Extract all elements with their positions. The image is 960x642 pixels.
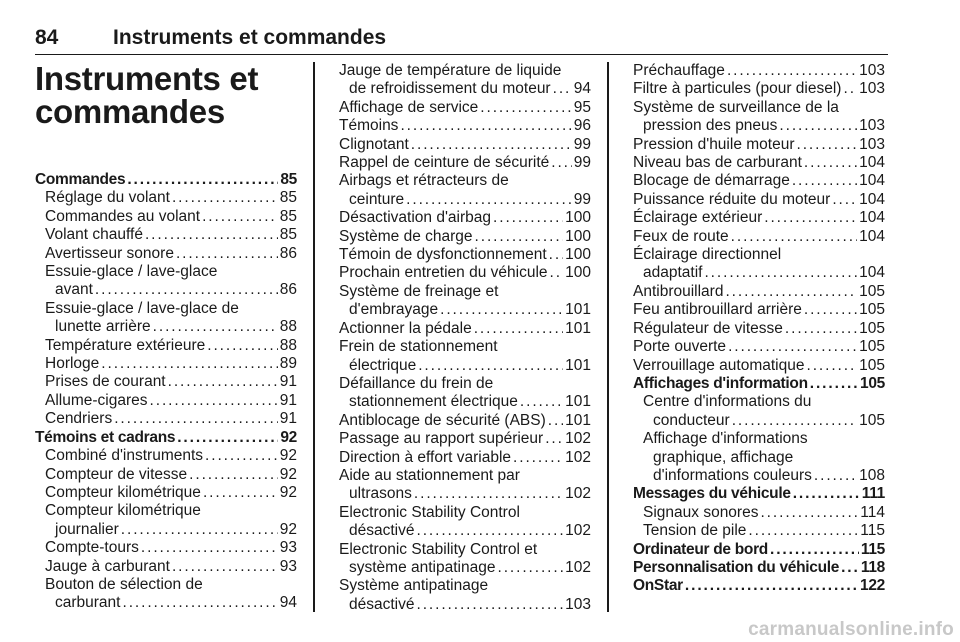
page-header — [35, 26, 888, 55]
toc-entry-title: Feu antibrouillard arrière — [633, 301, 802, 319]
toc-entry-title-start: Aide au stationnement par — [339, 466, 520, 484]
dot-leader — [545, 430, 563, 448]
toc-entry-page: 115 — [860, 540, 885, 558]
toc-entry-title: Compteur kilométrique — [45, 483, 201, 501]
dot-leader — [114, 410, 278, 428]
dot-leader — [549, 246, 563, 264]
toc-entry[interactable] — [633, 338, 885, 356]
dot-leader — [406, 191, 572, 209]
toc-entry-page: 103 — [859, 117, 885, 135]
toc-entry[interactable] — [339, 246, 591, 264]
toc-entry-page: 92 — [279, 447, 297, 465]
dot-leader — [189, 466, 278, 484]
dot-leader — [760, 504, 858, 522]
toc-entry[interactable] — [35, 484, 297, 502]
toc-entry-title: Désactivation d'airbag — [339, 209, 492, 227]
dot-leader — [513, 449, 563, 467]
toc-entry-page: 100 — [565, 246, 591, 264]
dot-leader — [792, 172, 857, 190]
dot-leader — [843, 80, 857, 98]
toc-entry[interactable] — [633, 246, 885, 283]
toc-entry-title: Messages du véhicule — [633, 485, 791, 503]
dot-leader — [95, 281, 278, 299]
toc-entry-title: d'informations couleurs — [653, 466, 812, 484]
toc-entry[interactable] — [35, 171, 297, 189]
dot-leader — [414, 485, 563, 503]
toc-entry-page: 88 — [279, 318, 297, 336]
toc-entry-page: 95 — [573, 98, 591, 116]
toc-entry[interactable] — [633, 99, 885, 136]
toc-entry-title: Compteur de vitesse — [45, 465, 188, 483]
column-divider — [313, 62, 315, 612]
toc-entry[interactable] — [35, 226, 297, 244]
toc-entry-title: Antibrouillard — [633, 282, 724, 300]
toc-entry-title: Témoin de dysfonctionnement — [339, 246, 547, 264]
toc-entry[interactable] — [35, 263, 297, 300]
toc-entry-title: système antipatinage — [349, 558, 496, 576]
toc-entry-title: lunette arrière — [55, 318, 151, 336]
toc-entry-title: Affichage de service — [339, 98, 479, 116]
toc-entry[interactable] — [339, 228, 591, 246]
toc-entry[interactable] — [339, 283, 591, 320]
dot-leader — [550, 264, 564, 282]
toc-entry-page: 101 — [565, 356, 591, 374]
toc-entry-title: Volant chauffé — [45, 226, 143, 244]
toc-entry-title: Commandes — [35, 171, 126, 188]
toc-entry-page: 105 — [859, 282, 885, 300]
toc-entry-page: 100 — [565, 227, 591, 245]
toc-entry[interactable] — [35, 337, 297, 355]
dot-leader — [770, 541, 859, 559]
dot-leader — [168, 373, 278, 391]
toc-entry-page: 86 — [279, 244, 297, 262]
dot-leader — [418, 357, 563, 375]
toc-entry-page: 100 — [565, 264, 591, 282]
toc-entry[interactable] — [35, 558, 297, 576]
toc-entry[interactable] — [339, 577, 591, 614]
toc-entry[interactable] — [35, 539, 297, 557]
dot-leader — [814, 467, 857, 485]
toc-entry-title: Témoins et cadrans — [35, 428, 176, 446]
toc-entry-title: journalier — [55, 520, 119, 538]
toc-entry-title: Niveau bas de carburant — [633, 154, 802, 172]
dot-leader — [177, 429, 278, 447]
toc-entry[interactable] — [633, 320, 885, 338]
dot-leader — [732, 412, 857, 430]
toc-entry[interactable] — [339, 338, 591, 375]
toc-entry-title-start: Défaillance du frein de — [339, 374, 494, 392]
toc-entry[interactable] — [633, 154, 885, 172]
toc-entry-page: 105 — [859, 338, 885, 356]
toc-entry-page: 85 — [279, 207, 297, 225]
dot-leader — [153, 318, 278, 336]
toc-entry-title: Filtre à particules (pour diesel) — [633, 80, 842, 98]
toc-entry-title: Passage au rapport supérieur — [339, 430, 544, 448]
toc-entry[interactable] — [339, 430, 591, 448]
toc-entry-page: 85 — [280, 171, 297, 188]
toc-entry-title-start: Système de surveillance de la — [633, 98, 839, 116]
toc-entry-title: Antiblocage de sécurité (ABS) — [339, 411, 546, 429]
toc-entry[interactable] — [339, 449, 591, 467]
toc-entry-page: 104 — [859, 209, 885, 227]
toc-entry-page: 104 — [859, 264, 885, 282]
dot-leader — [553, 80, 572, 98]
toc-entry-page: 111 — [861, 485, 885, 503]
toc-entry[interactable] — [35, 300, 297, 337]
dot-leader — [727, 62, 857, 80]
toc-entry-page: 94 — [573, 80, 591, 98]
toc-entry[interactable] — [633, 283, 885, 301]
dot-leader — [728, 338, 857, 356]
toc-entry-title: Éclairage extérieur — [633, 209, 763, 227]
toc-entry[interactable] — [633, 228, 885, 246]
running-head: Instruments et commandes — [113, 26, 387, 49]
toc-entry[interactable] — [35, 245, 297, 263]
toc-entry-page: 104 — [859, 154, 885, 172]
toc-entry-title: désactivé — [349, 595, 415, 613]
toc-entry-page: 101 — [565, 319, 591, 337]
toc-entry[interactable] — [339, 504, 591, 541]
toc-entry-page: 105 — [859, 356, 885, 374]
dot-leader — [841, 559, 859, 577]
dot-leader — [804, 154, 857, 172]
toc-entry-page: 104 — [859, 190, 885, 208]
toc-entry-page: 105 — [859, 319, 885, 337]
dot-leader — [793, 485, 860, 503]
toc-entry-title: Système de charge — [339, 227, 473, 245]
toc-entry-page: 101 — [565, 301, 591, 319]
dot-leader — [172, 189, 278, 207]
toc-entry[interactable] — [339, 117, 591, 135]
dot-leader — [785, 320, 857, 338]
dot-leader — [779, 117, 857, 135]
toc-entry-title: Commandes au volant — [45, 207, 201, 225]
toc-entry-title: Signaux sonores — [643, 503, 759, 521]
column-divider — [607, 62, 609, 612]
toc-entry[interactable] — [35, 189, 297, 207]
toc-entry-title-start: Bouton de sélection de — [45, 575, 203, 593]
toc-entry[interactable] — [633, 430, 885, 485]
toc-entry[interactable] — [339, 375, 591, 412]
toc-entry[interactable] — [633, 485, 885, 503]
toc-entry-title: Tension de pile — [643, 522, 747, 540]
toc-entry-page: 91 — [279, 391, 297, 409]
toc-entry-title: Ordinateur de bord — [633, 540, 768, 558]
dot-leader — [203, 484, 278, 502]
toc-entry-title-start: Éclairage directionnel — [633, 246, 782, 264]
toc-entry-page: 92 — [279, 520, 297, 538]
toc-entry[interactable] — [35, 502, 297, 539]
toc-entry-page: 99 — [573, 154, 591, 172]
dot-leader — [551, 154, 572, 172]
toc-entry-page: 105 — [859, 301, 885, 319]
toc-entry-title: Blocage de démarrage — [633, 172, 790, 190]
toc-entry-title: pression des pneus — [643, 117, 778, 135]
toc-entry-page: 102 — [565, 448, 591, 466]
toc-entry-page: 85 — [279, 226, 297, 244]
toc-entry-page: 103 — [859, 135, 885, 153]
toc-entry[interactable] — [35, 355, 297, 373]
dot-leader — [493, 209, 563, 227]
toc-entry-title: Cendriers — [45, 410, 113, 428]
toc-entry-page: 103 — [859, 80, 885, 98]
toc-entry-title: Rappel de ceinture de sécurité — [339, 154, 550, 172]
toc-entry-title: de refroidissement du moteur — [349, 80, 551, 98]
toc-entry-title: Clignotant — [339, 135, 409, 153]
toc-entry[interactable] — [339, 99, 591, 117]
watermark: carmanualsonline.info — [748, 619, 954, 640]
toc-entry[interactable] — [339, 154, 591, 172]
toc-entry-page: 88 — [279, 336, 297, 354]
toc-entry-title: Personnalisation du véhicule — [633, 558, 840, 576]
toc-entry[interactable] — [633, 209, 885, 227]
toc-entry-title: ceinture — [349, 190, 405, 208]
dot-leader — [548, 412, 563, 430]
dot-leader — [101, 355, 277, 373]
dot-leader — [685, 577, 858, 595]
dot-leader — [520, 393, 563, 411]
toc-entry[interactable] — [339, 412, 591, 430]
toc-entry-page: 94 — [279, 594, 297, 612]
toc-entry[interactable] — [633, 393, 885, 430]
toc-entry-title: Allume-cigares — [45, 391, 148, 409]
toc-entry[interactable] — [633, 62, 885, 80]
toc-entry[interactable] — [35, 447, 297, 465]
toc-entry[interactable] — [35, 576, 297, 613]
toc-entry-title-start: Frein de stationnement — [339, 338, 498, 356]
toc-entry-page: 99 — [573, 190, 591, 208]
toc-entry[interactable] — [633, 136, 885, 154]
toc-entry-title-start: Système antipatinage — [339, 577, 489, 595]
toc-entry[interactable] — [339, 209, 591, 227]
toc-entry[interactable] — [633, 541, 885, 559]
toc-entry-title: Avertisseur sonore — [45, 244, 174, 262]
toc-entry-title: Actionner la pédale — [339, 319, 472, 337]
toc-entry[interactable] — [633, 504, 885, 522]
toc-entry[interactable] — [339, 264, 591, 282]
dot-leader — [176, 245, 278, 263]
toc-entry-title-start: Affichage d'informations — [643, 430, 808, 448]
toc-entry-title-start: Airbags et rétracteurs de — [339, 172, 509, 190]
toc-entry-title: Horloge — [45, 355, 100, 373]
toc-entry[interactable] — [633, 375, 885, 393]
dot-leader — [480, 99, 571, 117]
dot-leader — [205, 447, 278, 465]
toc-entry[interactable] — [633, 191, 885, 209]
dot-leader — [725, 283, 857, 301]
toc-entry[interactable] — [35, 373, 297, 391]
toc-entry-title: Témoins — [339, 117, 399, 135]
toc-column-1 — [35, 171, 297, 613]
toc-entry-title: Feux de route — [633, 227, 729, 245]
toc-entry-page: 86 — [279, 281, 297, 299]
toc-entry[interactable] — [633, 301, 885, 319]
dot-leader — [207, 337, 278, 355]
toc-entry-title-start: Essuie-glace / lave-glace de — [45, 299, 239, 317]
toc-entry[interactable] — [35, 410, 297, 428]
toc-entry-page: 122 — [860, 577, 885, 595]
toc-entry-page: 99 — [573, 135, 591, 153]
toc-entry-title-start: Centre d'informations du — [643, 393, 812, 411]
toc-entry-title: avant — [55, 281, 93, 299]
toc-entry-title: Régulateur de vitesse — [633, 319, 783, 337]
toc-entry[interactable] — [35, 392, 297, 410]
toc-entry-title: Porte ouverte — [633, 338, 727, 356]
toc-entry[interactable] — [633, 522, 885, 540]
toc-entry-title: Puissance réduite du moteur — [633, 190, 831, 208]
toc-entry-page: 100 — [565, 209, 591, 227]
toc-entry-page: 96 — [573, 117, 591, 135]
toc-entry-title: Verrouillage automatique — [633, 356, 805, 374]
dot-leader — [475, 228, 564, 246]
dot-leader — [810, 375, 858, 393]
dot-leader — [411, 136, 572, 154]
toc-entry-title: Prises de courant — [45, 373, 166, 391]
dot-leader — [141, 539, 278, 557]
toc-entry[interactable] — [633, 172, 885, 190]
toc-entry-title: OnStar — [633, 577, 683, 595]
toc-entry-page: 104 — [859, 227, 885, 245]
toc-entry-page: 85 — [279, 189, 297, 207]
dot-leader — [764, 209, 857, 227]
toc-entry-page: 115 — [860, 522, 885, 540]
toc-entry-page: 105 — [859, 411, 885, 429]
toc-entry-title: d'embrayage — [349, 301, 439, 319]
toc-entry-title: Préchauffage — [633, 62, 725, 79]
page-number: 84 — [35, 26, 59, 49]
toc-entry-page: 118 — [860, 558, 885, 576]
dot-leader — [497, 559, 563, 577]
chapter-title: Instruments et commandes — [35, 60, 259, 130]
toc-entry-title: Compte-tours — [45, 539, 139, 557]
toc-entry[interactable] — [633, 80, 885, 98]
dot-leader — [127, 171, 278, 189]
toc-entry-page: 101 — [565, 393, 591, 411]
toc-entry-title-start: graphique, affichage — [653, 448, 794, 466]
toc-entry[interactable] — [339, 541, 591, 578]
toc-entry[interactable] — [339, 467, 591, 504]
dot-leader — [704, 264, 857, 282]
dot-leader — [804, 301, 857, 319]
toc-entry-title-start: Essuie-glace / lave-glace — [45, 263, 218, 281]
toc-entry[interactable] — [35, 466, 297, 484]
toc-entry-title: Réglage du volant — [45, 189, 170, 207]
toc-entry-page: 104 — [859, 172, 885, 190]
toc-entry-page: 105 — [860, 374, 885, 392]
toc-entry-title-start: Système de freinage et — [339, 282, 499, 300]
toc-entry-title-start: Jauge de température de liquide — [339, 62, 562, 79]
dot-leader — [731, 228, 857, 246]
toc-entry-title: carburant — [55, 594, 121, 612]
toc-entry-page: 103 — [565, 595, 591, 613]
toc-entry[interactable] — [633, 357, 885, 375]
dot-leader — [440, 301, 563, 319]
toc-entry-title: Combiné d'instruments — [45, 447, 204, 465]
toc-entry-page: 91 — [279, 410, 297, 428]
toc-entry-title: désactivé — [349, 522, 415, 540]
toc-entry-page: 93 — [279, 557, 297, 575]
toc-entry[interactable] — [339, 62, 591, 99]
dot-leader — [121, 521, 278, 539]
dot-leader — [806, 357, 857, 375]
toc-entry-page: 89 — [279, 355, 297, 373]
toc-entry-title-start: Electronic Stability Control et — [339, 540, 538, 558]
toc-entry-page: 114 — [860, 503, 885, 521]
toc-entry-title: Affichages d'information — [633, 374, 808, 392]
dot-leader — [400, 117, 571, 135]
toc-entry-title: Jauge à carburant — [45, 557, 170, 575]
toc-entry-page: 92 — [280, 428, 297, 446]
toc-entry[interactable] — [339, 136, 591, 154]
toc-entry-page: 93 — [279, 539, 297, 557]
toc-entry-title: Pression d'huile moteur — [633, 135, 795, 153]
dot-leader — [150, 392, 278, 410]
toc-entry[interactable] — [35, 429, 297, 447]
toc-column-2 — [339, 62, 591, 614]
toc-entry-page: 102 — [565, 430, 591, 448]
toc-entry-title: stationnement électrique — [349, 393, 518, 411]
toc-entry-title: Prochain entretien du véhicule — [339, 264, 548, 282]
toc-entry-page: 92 — [279, 465, 297, 483]
toc-entry-title: Température extérieure — [45, 336, 206, 354]
dot-leader — [474, 320, 563, 338]
toc-entry[interactable] — [339, 320, 591, 338]
toc-entry[interactable] — [35, 208, 297, 226]
dot-leader — [202, 208, 278, 226]
toc-entry[interactable] — [633, 559, 885, 577]
toc-entry-title-start: Electronic Stability Control — [339, 503, 520, 521]
toc-entry-page: 92 — [279, 483, 297, 501]
toc-entry-page: 102 — [565, 558, 591, 576]
toc-entry-page: 102 — [565, 485, 591, 503]
dot-leader — [145, 226, 278, 244]
dot-leader — [172, 558, 278, 576]
toc-entry[interactable] — [633, 577, 885, 595]
toc-entry-page: 101 — [565, 411, 591, 429]
toc-entry-title: Direction à effort variable — [339, 448, 512, 466]
dot-leader — [797, 136, 858, 154]
toc-entry-title: ultrasons — [349, 485, 412, 503]
dot-leader — [748, 522, 858, 540]
toc-entry-page: 103 — [859, 62, 885, 79]
toc-entry-title: électrique — [349, 356, 417, 374]
dot-leader — [832, 191, 857, 209]
toc-column-3 — [633, 62, 885, 596]
toc-entry-page: 108 — [859, 466, 885, 484]
toc-entry-page: 102 — [565, 522, 591, 540]
toc-entry-title: conducteur — [653, 411, 730, 429]
dot-leader — [416, 596, 563, 614]
toc-entry-page: 91 — [279, 373, 297, 391]
toc-entry-title-start: Compteur kilométrique — [45, 502, 201, 520]
dot-leader — [416, 522, 563, 540]
dot-leader — [122, 594, 277, 612]
toc-entry-title: adaptatif — [643, 264, 703, 282]
toc-entry[interactable] — [339, 172, 591, 209]
